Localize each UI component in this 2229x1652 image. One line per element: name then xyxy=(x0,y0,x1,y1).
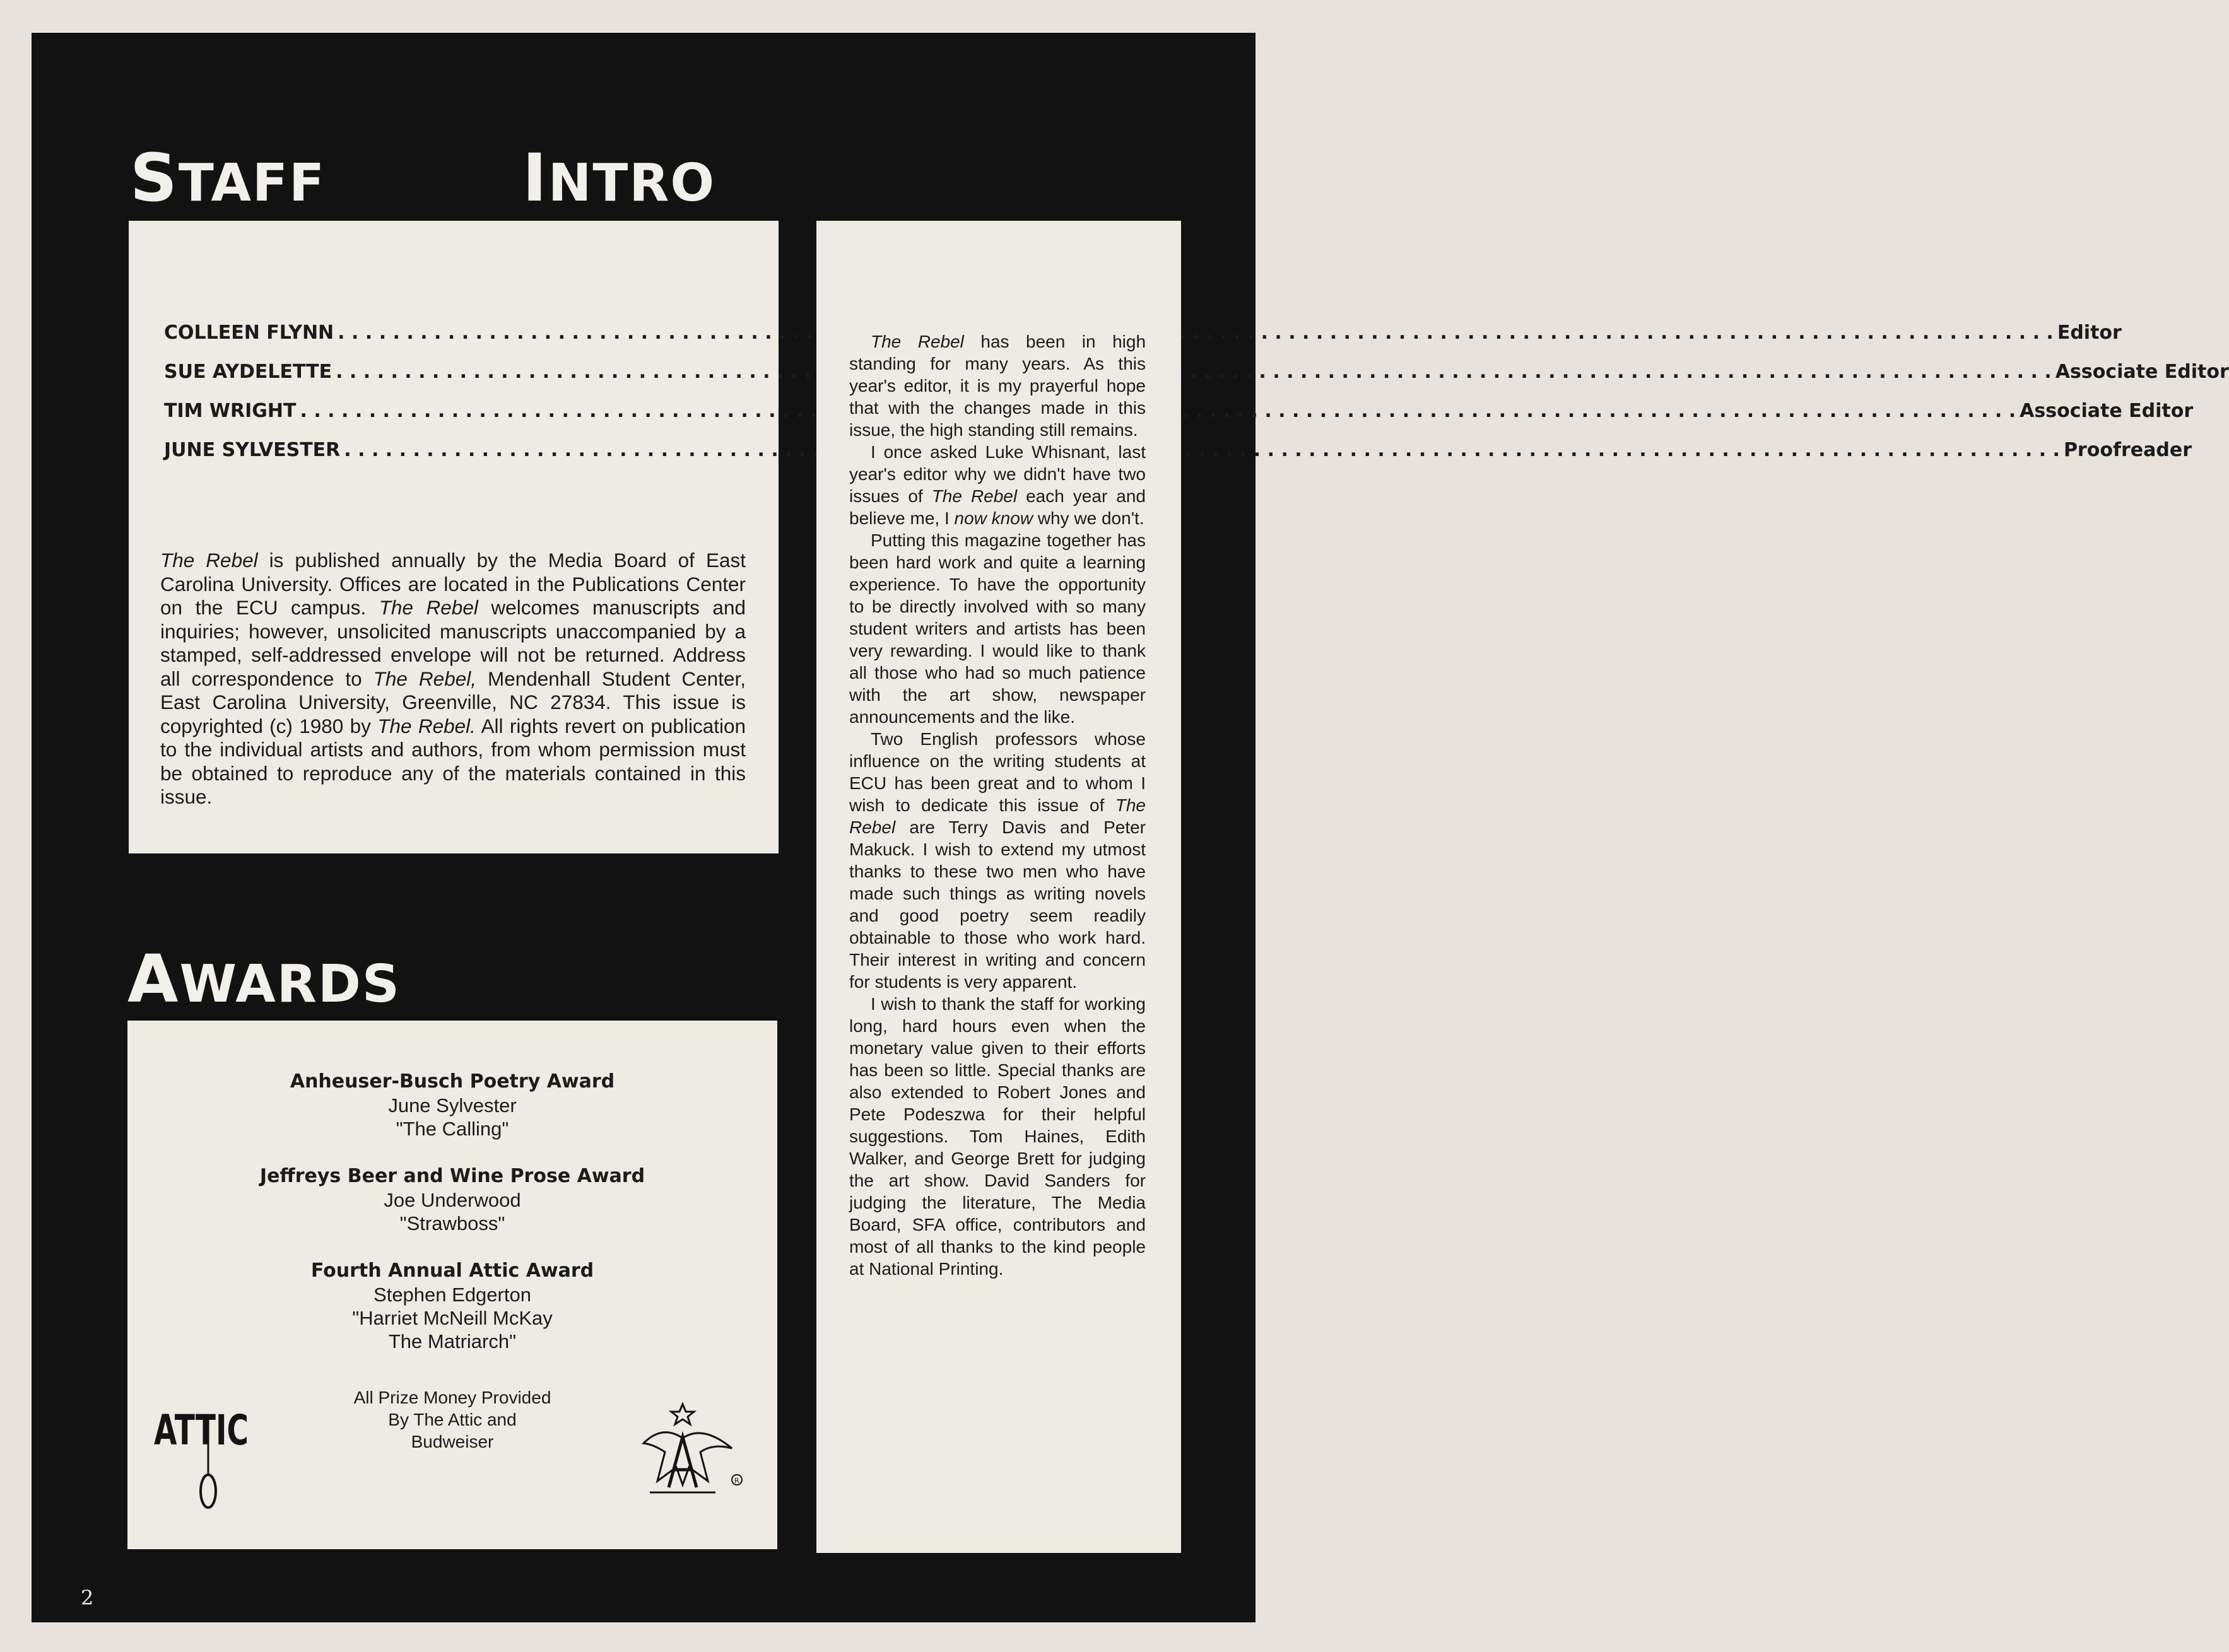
intro-paragraph: I once asked Luke Whisnant, last year's editor why we didn't have two issues of The Rebel each year and believe me, I now know why we don't. xyxy=(849,442,1146,528)
staff-heading: STAFF xyxy=(130,139,326,216)
intro-paragraph: The Rebel has been in high standing for many years. As this year's editor, it is my prayerful hope that with the changes made in this issue, the high standing still remains. xyxy=(849,332,1146,440)
intro-paragraph: I wish to thank the staff for working long, hard hours even when the monetary value given to their efforts has been so little. Special thanks are also extended to Robert Jones and Pete Podeszwa for their helpful suggestions. Tom Haines, Edith Walker, and George Brett for judging the art show. David Sanders for judging the literature, The Media Board, SFA office, contributors and most of all thanks to the kind people at National Printing. xyxy=(849,994,1146,1279)
intro-heading: INTRO xyxy=(522,139,716,216)
staff-row: JUNE SYLVESTER . . . Proofreader xyxy=(164,439,748,478)
prize-note: All Prize Money Provided By The Attic and Budweiser xyxy=(353,1388,551,1451)
attic-logo-text: ATTIC xyxy=(154,1406,249,1455)
anheuser-busch-eagle-icon xyxy=(637,1399,744,1500)
awards-heading: AWARDS xyxy=(127,940,401,1017)
svg-text:R: R xyxy=(734,1477,739,1485)
page-number: 2 xyxy=(81,1586,94,1610)
intro-paragraph: Putting this magazine together has been hard work and quite a learning experience. To have the opportunity to be directly involved with so many student writers and artists has been very rewarding. I would like to thank all those who had so much patience with the art show, newspaper announcements and the like. xyxy=(849,530,1146,727)
publication-notice: The Rebel is published annually by the Media Board of East Carolina University. Offices are located in the Publications Center on the ECU campus. The Rebel welcomes manuscripts and inquiries; however, unsolicited manuscripts unaccompanied by a stamped, self-addressed envelope will not be returned. Address all correspondence to The Rebel, Mendenhall Student Center, East Carolina University, Greenville, NC 27834. This issue is copyrighted (c) 1980 by The Rebel. All rights revert on publication to the individual artists and authors, from whom permission must be obtained to reproduce any of the materials contained in this issue. xyxy=(160,549,746,808)
awards-list xyxy=(127,1070,777,1377)
staff-row: SUE AYDELETTE . . . Associate Editor xyxy=(164,361,748,400)
staff-row: COLLEEN FLYNN . . . Editor xyxy=(164,322,748,361)
intro-paragraph: Two English professors whose influence on the writing students at ECU has been great and to whom I wish to dedicate this issue of The Rebel are Terry Davis and Peter Makuck. I wish to extend my utmost thanks to these two men who have made such things as writing novels and good poetry seem readily obtainable to those who work hard. Their interest in writing and concern for students is very apparent. xyxy=(849,729,1146,992)
attic-logo xyxy=(154,1399,249,1506)
awards-box xyxy=(127,1021,777,1549)
intro-box xyxy=(816,221,1181,1553)
award-item: Anheuser-Busch Poetry Award June Sylvester "The Calling" xyxy=(290,1070,615,1140)
intro-text xyxy=(849,331,1146,1280)
award-item: Jeffreys Beer and Wine Prose Award Joe Underwood "Strawboss" xyxy=(259,1165,645,1234)
award-item: Fourth Annual Attic Award Stephen Edgerton "Harriet McNeill McKay The Matriarch" xyxy=(310,1260,594,1352)
magazine-page xyxy=(32,33,2229,1622)
staff-row: TIM WRIGHT . . . Associate Editor xyxy=(164,400,748,439)
noose-icon xyxy=(201,1475,216,1508)
